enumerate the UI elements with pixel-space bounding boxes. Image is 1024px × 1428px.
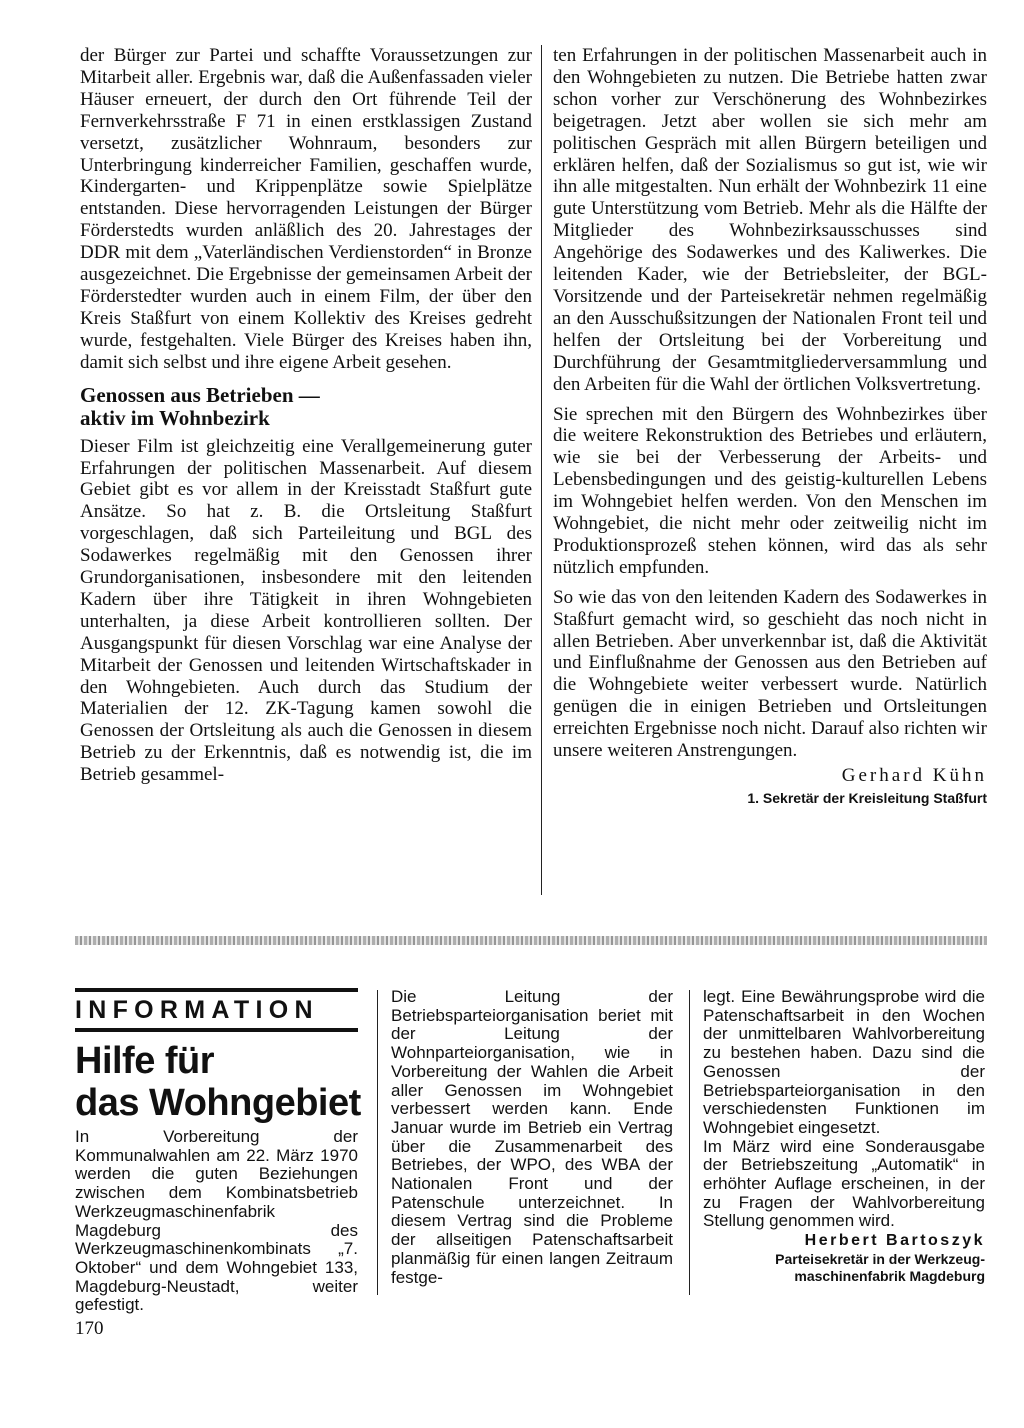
info-author-role-line2: maschinenfabrik Magdeburg (794, 1268, 985, 1285)
info-rule-bottom (75, 1028, 358, 1032)
article-paragraph: Sie sprechen mit den Bürgern des Wohnbezirkes über die weitere Rekonstruktion des Betriebes und erläutern, wie sie bei der Verbesserung der Arbeits- und Lebensbedingungen und des geistig-kulturellen Lebens im Wohngebiet helfen werden. Von den Menschen im Wohngebiet, die nicht mehr oder zeitweilig nicht im Produktionsprozeß stehen können, wird das als sehr nützlich empfunden. (553, 403, 987, 578)
column-divider (541, 45, 542, 895)
info-column-3 (703, 988, 985, 1285)
info-paragraph: legt. Eine Bewährungsprobe wird die Patenschaftsarbeit in den Wochen der unmittelbaren Wahlvorbereitung zu bestehen haben. Dazu sind die Genossen der Betriebsparteiorganisation in den verschiedensten Funktionen im Wohngebiet eingesetzt. (703, 987, 985, 1137)
article-paragraph: der Bürger zur Partei und schaffte Voraussetzungen zur Mitarbeit aller. Ergebnis war, daß die Außenfassaden vieler Häuser erneuert, der durch den Ort führende Teil der Fernverkehrsstraße F 71 in einen erstklassigen Zustand versetzt, zusätzlicher Wohnraum, besonders zur Unterbringung kinderreicher Familien, geschaffen wurde, Kindergarten- und Krippenplätze sowie Spielplätze entstanden. Diese hervorragenden Leistungen der Bürger Förderstedts wurden anläßlich des 20. Jahrestages der DDR mit dem „Vaterländischen Verdienstorden“ in Bronze ausgezeichnet. Die Ergebnisse der gemeinsamen Arbeit der Förderstedter wurden auch in einem Film, der über den Kreis Staßfurt von einem Kollektiv des Kreises gedreht wurde, festgehalten. Viele Bürger des Kreises haben ihn, damit sich selbst und ihre eigene Arbeit gesehen. (80, 45, 532, 373)
info-paragraph: In Vorbereitung der Kommunalwahlen am 22. März 1970 werden die guten Beziehungen zwischen dem Kombinatsbetrieb Werkzeugmaschinenfabrik Magdeburg des Werkzeugmaschinenkombinats „7. Oktober“ und dem Wohngebiet 133, Magdeburg-Neustadt, weiter gefestigt. (75, 1127, 358, 1315)
info-column-1 (75, 1128, 358, 1315)
section-heading (80, 384, 532, 430)
info-label: INFORMATION (75, 996, 319, 1024)
info-author-name: Herbert Bartoszyk (804, 1232, 985, 1250)
article-paragraph: So wie das von den leitenden Kadern des Sodawerkes in Staßfurt gemacht wird, so geschieht das noch nicht in allen Betrieben. Aber unverkennbar ist, daß die Aktivität und Einflußnahme der Genossen aus den Betrieben auf die Wohngebiete weiter verbessert wurde. Natürlich genügen die in einigen Betrieben und Ortsleitungen erreichten Ergebnisse noch nicht. Darauf also richten wir unsere weiteren Anstrengungen. (553, 586, 987, 762)
author-role: 1. Sekretär der Kreisleitung Staßfurt (747, 790, 987, 806)
info-headline (75, 1040, 375, 1124)
info-paragraph: Im März wird eine Sonderausgabe der Betriebszeitung „Automatik“ in erhöhter Auflage erscheinen, in der zu Fragen der Wahlvorbereitung Stellung genommen wird. (703, 1136, 985, 1231)
info-rule-top (75, 988, 358, 992)
column-divider (689, 990, 690, 1295)
author-name: Gerhard Kühn (841, 765, 987, 786)
article-column-right (553, 45, 987, 808)
info-headline-line2: das Wohngebiet (75, 1082, 361, 1124)
article-column-left (80, 45, 532, 786)
article-paragraph: Dieser Film ist gleichzeitig eine Verallgemeinerung guter Erfahrungen der politischen Massenarbeit. Auf diesem Gebiet gibt es vor allem in der Kreisstadt Staßfurt gute Ansätze. So hat z. B. die Ortsleitung Staßfurt vorgeschlagen, daß sich Parteileitung und BGL des Sodawerkes regelmäßig mit den Genossen ihrer Grundorganisationen, insbesondere mit den leitenden Kadern über ihre Tätigkeit in ihren Wohngebieten unterhalten, ja diese Arbeit kontrollieren sollten. Der Ausgangspunkt für diesen Vorschlag war eine Analyse der Mitarbeit der Genossen und leitenden Wirtschaftskader in den Wohngebieten. Auch durch das Studium der Materialien der 12. ZK-Tagung kamen sowohl die Genossen der Ortsleitung als auch die Genossen in diesem Betrieb zu der Erkenntnis, daß es notwendig ist, die im Betrieb gesammel- (80, 435, 532, 786)
page-number: 170 (75, 1318, 104, 1339)
section-heading-line1: Genossen aus Betrieben — (80, 382, 320, 407)
section-heading-line2: aktiv im Wohnbezirk (80, 405, 270, 430)
section-separator (75, 936, 987, 945)
info-paragraph: Die Leitung der Betriebsparteiorganisation beriet mit der Leitung der Wohnparteiorganisation, wie in Vorbereitung der Wahlen die Arbeit aller Genossen im Wohngebiet verbessert werden kann. Ende Januar wurde im Betrieb ein Vertrag über die Zusammenarbeit des Betriebes, der WPO, des WBA der Nationalen Front und der Patenschule unterzeichnet. In diesem Vertrag sind die Probleme der allseitigen Patenschaftsarbeit planmäßig für einen langen Zeitraum festge- (391, 987, 673, 1287)
article-paragraph: ten Erfahrungen in der politischen Massenarbeit auch in den Wohngebieten zu nutzen. Die Betriebe hatten zwar schon vorher zur Verschönerung des Wohnbezirkes beigetragen. Jetzt aber wollen sie sich mehr am politischen Gespräch mit allen Bürgern beteiligen und erklären helfen, daß der Sozialismus so gut ist, wie wir ihn alle mitgestalten. Nun erhält der Wohnbezirk 11 eine gute Unterstützung vom Betrieb. Mehr als die Hälfte der Mitglieder des Wohnbezirksausschusses sind Angehörige des Sodawerkes und des Kaliwerkes. Die leitenden Kader, wie der Betriebsleiter, der BGL-Vorsitzende und der Parteisekretär nehmen regelmäßig an den Ausschußsitzungen der Nationalen Front teil und helfen der Ortsleitung bei der Vorbereitung und Durchführung der Gesamtmitgliederversammlung und den Arbeiten für die Wahl der örtlichen Volksvertretung. (553, 45, 987, 395)
info-author-role-line1: Parteisekretär in der Werkzeug- (775, 1251, 985, 1268)
info-headline-line1: Hilfe für (75, 1040, 215, 1082)
column-divider (377, 990, 378, 1295)
info-author-role (703, 1251, 985, 1285)
info-column-2 (391, 988, 673, 1287)
